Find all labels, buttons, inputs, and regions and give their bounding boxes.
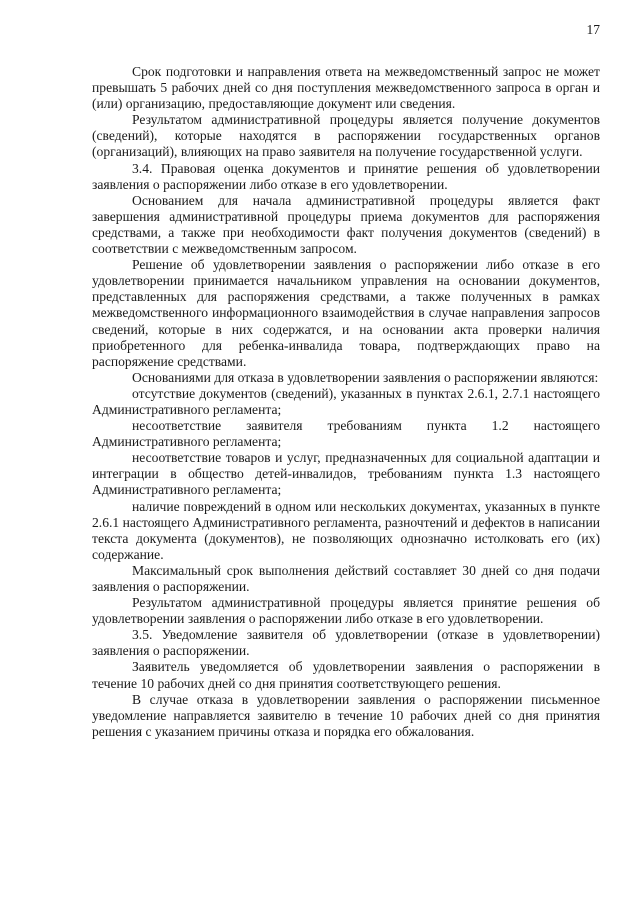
paragraph-procedure-outcome: Результатом административной процедуры является принятие решения об удовлетворении заявления о распоряжении либо отказе в его удовлетворении. [92, 595, 600, 627]
list-item-refusal-applicant-mismatch: несоответствие заявителя требованиям пункта 1.2 настоящего Административного регламента; [92, 418, 600, 450]
list-item-refusal-goods-mismatch: несоответствие товаров и услуг, предназначенных для социальной адаптации и интеграции в общество детей-инвалидов, требованиям пункта 1.3 настоящего Административного регламента; [92, 450, 600, 498]
section-heading-3-4: 3.4. Правовая оценка документов и принятие решения об удовлетворении заявления о распоряжении либо отказе в его удовлетворении. [92, 160, 600, 192]
page-number: 17 [586, 22, 600, 37]
paragraph-procedure-result: Результатом административной процедуры является получение документов (сведений), которые находятся в распоряжении государственных органов (организаций), влияющих на право заявителя на получение государственной услуги. [92, 112, 600, 160]
paragraph-request-deadline: Срок подготовки и направления ответа на межведомственный запрос не может превышать 5 рабочих дней со дня поступления межведомственного запроса в орган и (или) организацию, предоставляющие документ или сведения. [92, 64, 600, 112]
paragraph-refusal-notification: В случае отказа в удовлетворении заявления о распоряжении письменное уведомление направляется заявителю в течение 10 рабочих дней со дня принятия решения с указанием причины отказа и порядка его обжалования. [92, 691, 600, 739]
section-heading-3-5: 3.5. Уведомление заявителя об удовлетворении (отказе в удовлетворении) заявления о распоряжении. [92, 627, 600, 659]
paragraph-procedure-basis: Основанием для начала административной процедуры является факт завершения административной процедуры приема документов для распоряжения средствами, а также при необходимости факт получения документов (сведений) в соответствии с межведомственным запросом. [92, 192, 600, 257]
paragraph-decision-maker: Решение об удовлетворении заявления о распоряжении либо отказе в его удовлетворении принимается начальником управления на основании документов, представленных для распоряжения средствами, а также полученных в рамках межведомственного информационного взаимодействия в случае направления запросов сведений, которые в них содержатся, и на основании акта проверки наличия приобретенного для ребенка-инвалида товара, подтверждающих право на распоряжение средствами. [92, 257, 600, 369]
list-item-refusal-damaged-documents: наличие повреждений в одном или нескольких документах, указанных в пункте 2.6.1 настоящего Административного регламента, разночтений и дефектов в написании текста документа (документов), не позволяющих однозначно истолковать его (их) содержание. [92, 498, 600, 562]
paragraph-approval-notification: Заявитель уведомляется об удовлетворении заявления о распоряжении в течение 10 рабочих дней со дня принятия соответствующего решения. [92, 659, 600, 691]
list-item-refusal-missing-documents: отсутствие документов (сведений), указанных в пунктах 2.6.1, 2.7.1 настоящего Административного регламента; [92, 385, 600, 417]
paragraph-max-duration: Максимальный срок выполнения действий составляет 30 дней со дня подачи заявления о распоряжении. [92, 562, 600, 594]
document-body [92, 64, 600, 740]
paragraph-refusal-grounds-intro: Основаниями для отказа в удовлетворении заявления о распоряжении являются: [132, 369, 599, 385]
